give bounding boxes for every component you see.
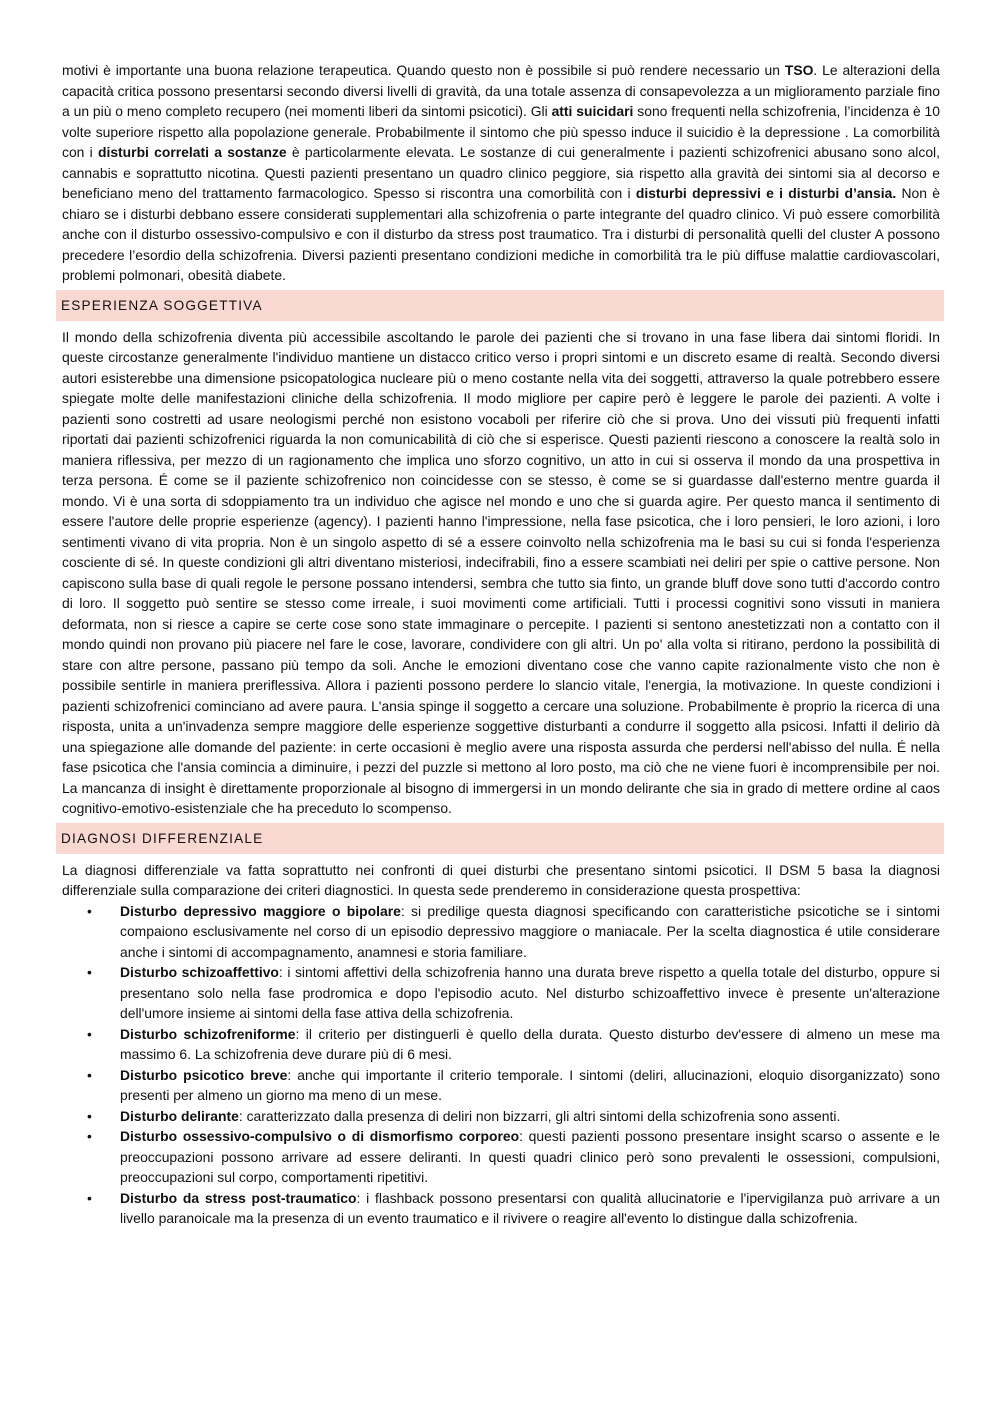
list-item-term: Disturbo schizofreniforme	[120, 1025, 296, 1042]
intro-text-4: è particolarmente elevata. Le sostanze di cui generalmente i pazienti schizofrenici abusano sono alcol, cannabis e soprattutto nicotina. Questi pazienti presentano un quadro clinico peggiore, sia rispetto alla gravità dei sintomi sia al decorso e beneficiano meno del trattamento farmacologico. Spesso si riscontra una comorbilità con i	[62, 144, 941, 201]
document-page	[56, 60, 944, 1229]
intro-text-3: sono frequenti nella schizofrenia, l’incidenza è 10 volte superiore rispetto alla popolazione generale. Probabilmente il sintomo che più spesso induce il suicidio è la depressione . La comorbilità con i	[62, 103, 941, 160]
list-item-term: Disturbo da stress post-traumatico	[120, 1189, 357, 1206]
intro-text-1: motivi è importante una buona relazione terapeutica. Quando questo non è possibile si può rendere necessario un	[62, 62, 785, 78]
list-item-desc: : si predilige questa diagnosi specificando con caratteristiche psicotiche se i sintomi compaiono esclusivamente nel corso di un episodio depressivo maggiore o maniacale. Per la scelta diagnostica é utile considerare anche i sintomi di accompagnamento, anamnesi e storia familiare.	[120, 902, 941, 960]
list-item-term: Disturbo delirante	[120, 1107, 239, 1124]
list-item	[56, 901, 944, 963]
intro-text-5: Non è chiaro se i disturbi debbano essere considerati supplementari alla schizofrenia o parte integrante del quadro clinico. Vi può essere comorbilità anche con il disturbo ossessivo-compulsivo e con il disturbo da stress post traumatico. Tra i disturbi di personalità quelli del cluster A possono precedere l’esordio della schizofrenia. Diversi pazienti presentano condizioni mediche in comorbilità tra le più diffuse malattie cardiovascolari, problemi polmonari, obesità diabete.	[62, 185, 940, 283]
bullet-icon: •	[87, 1066, 92, 1083]
bullet-icon: •	[87, 1107, 92, 1124]
esperienza-paragraph: Il mondo della schizofrenia diventa più accessibile ascoltando le parole dei pazienti che si trovano in una fase libera dai sintomi floridi. In queste circostanze generalmente l'individuo mantiene un distacco critico verso i propri sintomi e un discreto esame di realtà. Secondo diversi autori esisterebbe una dimensione psicopatologica nucleare più o meno costante nella vita dei soggetti, attraverso la quale potrebbero essere spiegate molte delle manifestazioni cliniche della schizofrenia. Il modo migliore per capire però è leggere le parole dei pazienti. A volte i pazienti sono costretti ad usare neologismi perché non esistono vocaboli per riferire ciò che si prova. Uno dei vissuti più frequenti infatti riportati dai pazienti schizofrenici riguarda la non comunicabilità di ciò che si esperisce. Questi pazienti riescono a conoscere la realtà solo in maniera riflessiva, per mezzo di un ragionamento che implica uno sforzo cognitivo, un atto in cui si osserva il mondo da una prospettiva in terza persona. É come se il paziente schizofrenico non coincidesse con se stesso, è come se si guardasse dall'esterno mentre guarda il mondo. Vi è una sorta di sdoppiamento tra un individuo che agisce nel mondo e uno che si guarda agire. Per questo manca il sentimento di essere l'autore delle proprie esperienze (agency). I pazienti hanno l'impressione, nella fase psicotica, che i loro pensieri, le loro azioni, i loro sentimenti vivano di vita propria. Non è un singolo aspetto di sé a essere coinvolto nella schizofrenia ma le basi su cui si fonda l'esperienza cosciente di sé. In queste condizioni gli altri diventano misteriosi, indecifrabili, fino a essere scambiati nei deliri per spie o cattive persone. Non capiscono sulla base di quali regole le persone possano intendersi, sembra che tutto sia finto, un grande bluff dove sono tutti d'accordo contro di loro. Il soggetto può sentire se stesso come irreale, i suoi movimenti come artificiali. Tutti i processi cognitivi sono vissuti in maniera deformata, non si riesce a capire se certe cose sono state immaginare o percepite. I pazienti si sentono anestetizzati non a contatto con il mondo quindi non provano più piacere nel fare le cose, lavorare, condividere con gli altri. Un po' alla volta si ritirano, perdono la possibilità di stare con altre persone, passano più tempo da soli. Anche le emozioni diventano cose che vanno capite razionalmente visto che non è possibile sentirle in maniera preriflessiva. Allora i pazienti possono perdere lo slancio vitale, l'energia, la motivazione. In queste condizioni i pazienti schizofrenici cominciano ad avere paura. L'ansia spinge il soggetto a cercare una soluzione. Probabilmente è proprio la ricerca di una risposta, unita a un'invadenza sempre maggiore delle esperienze soggettive disturbanti a condurre il soggetto alla psicosi. Infatti il delirio dà una spiegazione alle domande del paziente: in certe occasioni è meglio avere una risposta assurda che perdersi nell'abisso del nulla. É nella fase psicotica che l'ansia comincia a diminuire, i pezzi del puzzle si mettono al loro posto, ma ciò che ne viene fuori è incomprensibile per noi. La mancanza di insight è direttamente proporzionale al bisogno di immergersi in un mondo delirante che sia in grado di mettere ordine al caos cognitivo-emotivo-esistenziale che ha preceduto lo scompenso.	[62, 328, 940, 816]
list-item	[56, 1106, 944, 1127]
list-item-desc: : anche qui importante il criterio temporale. I sintomi (deliri, allucinazioni, eloquio disorganizzato) sono presenti per almeno un giorno ma meno di un mese.	[120, 1066, 940, 1103]
list-item-term: Disturbo schizoaffettivo	[120, 964, 279, 980]
bullet-icon: •	[87, 1025, 92, 1042]
intro-text-2: . Le alterazioni della capacità critica possono presentarsi secondo diversi livelli di gravità, da una totale assenza di consapevolezza a un miglioramento parziale fino a un più o meno completo recupero (nei momenti liberi da sintomi psicotici). Gli	[62, 62, 940, 119]
intro-bold-depressive: disturbi depressivi e i disturbi d’ansia.	[635, 185, 897, 201]
list-item-desc: : il criterio per distinguerli è quello della durata. Questo disturbo dev'essere di almeno un mese ma massimo 6. La schizofrenia deve durare più di 6 mesi.	[120, 1025, 940, 1062]
bullet-icon: •	[87, 964, 92, 980]
bullet-icon: •	[87, 902, 92, 919]
list-item-desc: : i flashback possono presentarsi con qualità allucinatorie e l'ipervigilanza può arrivare a un livello paranoicale ma la presenza di un evento traumatico e il rivivere o reagire all'evento lo distingue dalla schizofrenia.	[120, 1189, 940, 1226]
intro-paragraph	[62, 60, 940, 286]
diagnosi-intro-paragraph: La diagnosi differenziale va fatta soprattutto nei confronti di quei disturbi che presentano sintomi psicotici. Il DSM 5 basa la diagnosi differenziale sulla comparazione dei criteri diagnostici. In questa sede prenderemo in considerazione questa prospettiva:	[62, 861, 940, 898]
list-item-term: Disturbo depressivo maggiore o bipolare	[120, 902, 401, 919]
list-item-desc: : caratterizzato dalla presenza di deliri non bizzarri, gli altri sintomi della schizofrenia sono assenti.	[238, 1107, 841, 1124]
intro-bold-suicide: atti suicidari	[551, 103, 634, 119]
section-heading-esperienza: ESPERIENZA SOGGETTIVA	[56, 290, 944, 321]
intro-bold-tso: TSO	[784, 62, 814, 78]
list-item-term: Disturbo psicotico breve	[120, 1066, 288, 1083]
intro-bold-substances: disturbi correlati a sostanze	[97, 144, 287, 160]
bullet-icon: •	[87, 1128, 92, 1144]
diagnosi-bullet-list	[56, 901, 944, 1229]
list-item-term: Disturbo ossessivo-compulsivo o di dismorfismo corporeo	[120, 1128, 520, 1144]
bullet-icon: •	[87, 1189, 92, 1206]
list-item-desc: : questi pazienti possono presentare insight scarso o assente e le preoccupazioni possono arrivare ad essere deliranti. In questi quadri clinico però sono prevalenti le ossessioni, compulsioni, preoccupazioni sul corpo, comportamenti ripetitivi.	[120, 1128, 940, 1185]
list-item	[56, 1126, 944, 1188]
list-item	[56, 1024, 944, 1065]
list-item-desc: : i sintomi affettivi della schizofrenia hanno una durata breve rispetto a quella totale del disturbo, oppure si presentano solo nella fase prodromica e dopo l'episodio acuto. Nel disturbo schizoaffettivo invece è presente un'alterazione dell'umore insieme ai sintomi della fase attiva della schizofrenia.	[120, 964, 940, 1021]
list-item	[56, 1188, 944, 1229]
section-heading-diagnosi: DIAGNOSI DIFFERENZIALE	[56, 823, 944, 854]
list-item	[56, 1065, 944, 1106]
list-item	[56, 962, 944, 1024]
